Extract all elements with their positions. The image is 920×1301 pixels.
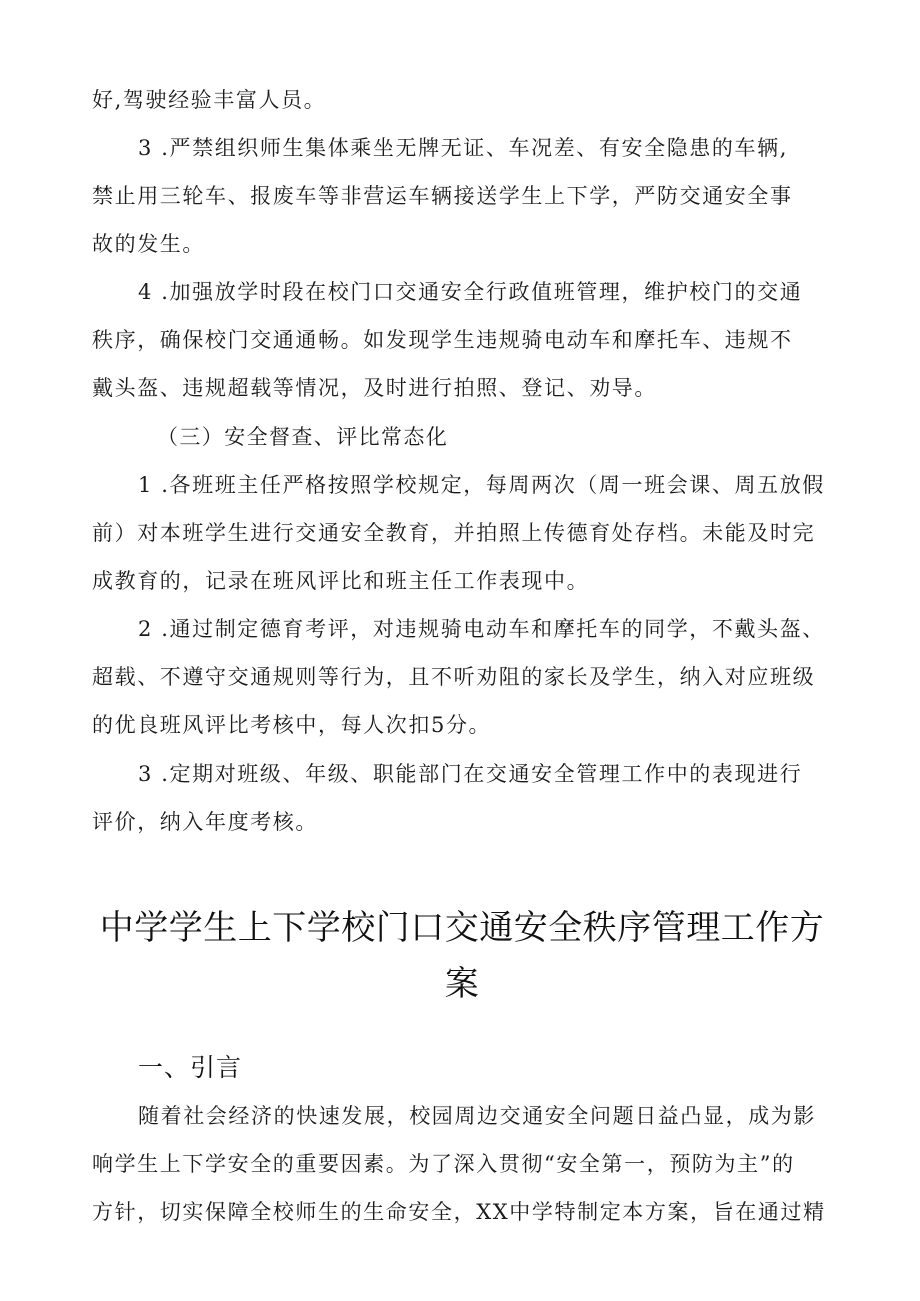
sub-heading-supervision: （三）安全督查、评比常态化 (157, 425, 449, 449)
text-line: 超载、不遵守交通规则等行为，且不听劝阻的家长及学生，纳入对应班级 (92, 665, 816, 689)
text-line: 响学生上下学安全的重要因素。为了深入贯彻“安全第一，预防为主”的 (92, 1152, 795, 1176)
text-line: 好,驾驶经验丰富人员。 (92, 88, 327, 112)
paragraph-item-2-moral-evaluation (92, 605, 832, 749)
section-heading-introduction: 一、引言 (138, 1053, 243, 1082)
document-title (92, 900, 832, 1012)
title-line: 案 (444, 964, 480, 1004)
text-line: 1 .各班班主任严格按照学校规定，每周两次（周一班会课、周五放假 (138, 473, 825, 497)
text-line: 戴头盔、违规超载等情况，及时进行拍照、登记、劝导。 (92, 376, 657, 400)
paragraph-introduction (92, 1092, 832, 1236)
text-line: 故的发生。 (92, 232, 205, 256)
paragraph-item-1-class-education (92, 461, 832, 605)
text-line: 成教育的，记录在班风评比和班主任工作表现中。 (92, 569, 590, 593)
text-line: 随着社会经济的快速发展，校园周边交通安全问题日益凸显，成为影 (138, 1104, 816, 1128)
text-line: 的优良班风评比考核中，每人次扣5分。 (92, 713, 492, 737)
text-line: 2 .通过制定德育考评，对违规骑电动车和摩托车的同学，不戴头盔、 (138, 617, 825, 641)
title-line: 中学学生上下学校门口交通安全秩序管理工作方 (99, 908, 825, 948)
paragraph-item-3-periodic-review (92, 750, 832, 846)
text-line: 4 .加强放学时段在校门口交通安全行政值班管理，维护校门的交通 (138, 280, 803, 304)
text-line: 秩序，确保校门交通通畅。如发现学生违规骑电动车和摩托车、违规不 (92, 328, 793, 352)
paragraph-item-4-gate-duty (92, 268, 832, 412)
text-line: 方针，切实保障全校师生的生命安全，XX中学特制定本方案，旨在通过精 (92, 1200, 826, 1224)
text-line: 3 .定期对班级、年级、职能部门在交通安全管理工作中的表现进行 (138, 762, 803, 786)
paragraph-item-3-vehicles (92, 124, 832, 268)
text-line: 3 .严禁组织师生集体乘坐无牌无证、车况差、有安全隐患的车辆, (138, 136, 788, 160)
paragraph-continuation (92, 76, 832, 124)
text-line: 前）对本班学生进行交通安全教育，并拍照上传德育处存档。未能及时完 (92, 521, 816, 545)
text-line: 评价，纳入年度考核。 (92, 810, 318, 834)
text-line: 禁止用三轮车、报废车等非营运车辆接送学生上下学，严防交通安全事 (92, 184, 793, 208)
